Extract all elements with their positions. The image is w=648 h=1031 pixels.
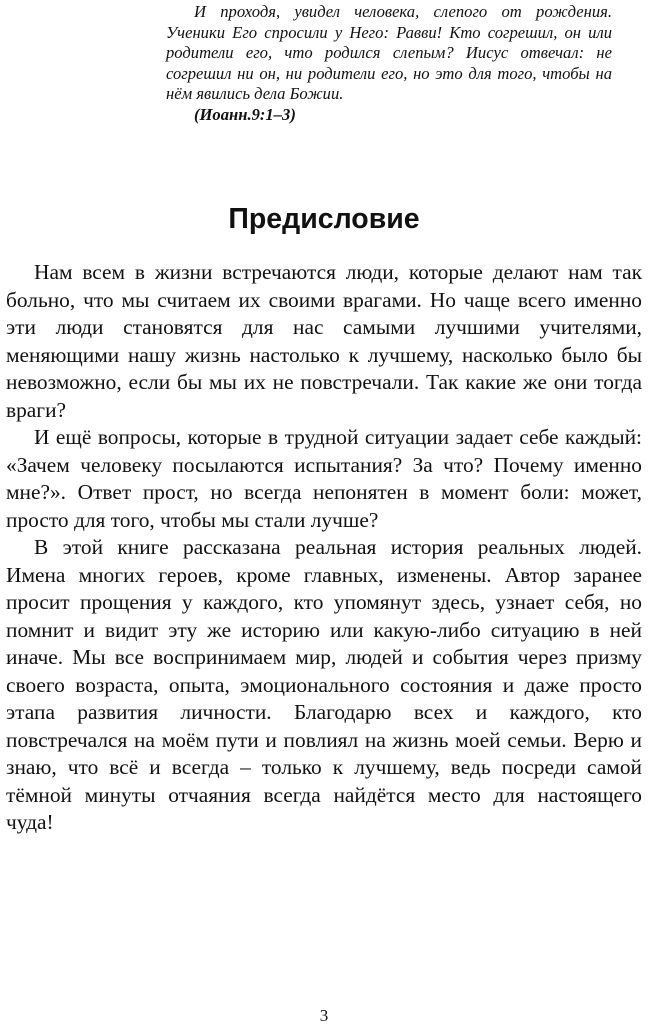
paragraph: И ещё вопросы, которые в трудной ситуации задает себе каждый: «Зачем человеку посылаются испытания? За что? Почему именно мне?». Ответ прост, но всегда непонятен в момент боли: может, просто для того, чтобы мы стали лучше? xyxy=(6,425,642,532)
paragraph: В этой книге рассказана реальная история реальных людей. Имена многих героев, кроме главных, изменены. Автор заранее просит прощения у каждого, кто упомянут здесь, узнает себя, но помнит и видит эту же историю или какую-либо ситуацию в ней иначе. Мы все воспринимаем мир, людей и события через призму своего возраста, опыта, эмоционального состояния и даже просто этапа развития личности. Благодарю всех и каждого, кто повстречался на моём пути и повлиял на жизнь моей семьи. Верю и знаю, что всё и всегда – только к лучшему, ведь посреди самой тёмной минуты отчаяния всегда найдётся место для настоящего чуда! xyxy=(6,535,642,834)
paragraph: Нам всем в жизни встречаются люди, которые делают нам так больно, что мы считаем их своими врагами. Но чаще всего именно эти люди становятся для нас самыми лучшими учителями, меняющими нашу жизнь настолько к лучшему, насколько было бы невозможно, если бы мы их не повстречали. Так какие же они тогда враги? xyxy=(6,260,642,422)
preface-body xyxy=(6,259,642,837)
chapter-title: Предисловие xyxy=(228,203,420,235)
page-number: 3 xyxy=(319,1006,329,1025)
epigraph-quote: И проходя, увидел человека, слепого от рождения. Ученики Его спросили у Него: Равви! Кто согрешил, он или родители его, что родился слепым? Иисус отвечал: не согрешил ни он, ни родители его, но это для того, чтобы на нём явились дела Божии. xyxy=(166,2,612,103)
epigraph-source: (Иоанн.9:1–3) xyxy=(194,104,296,124)
epigraph xyxy=(166,2,612,125)
